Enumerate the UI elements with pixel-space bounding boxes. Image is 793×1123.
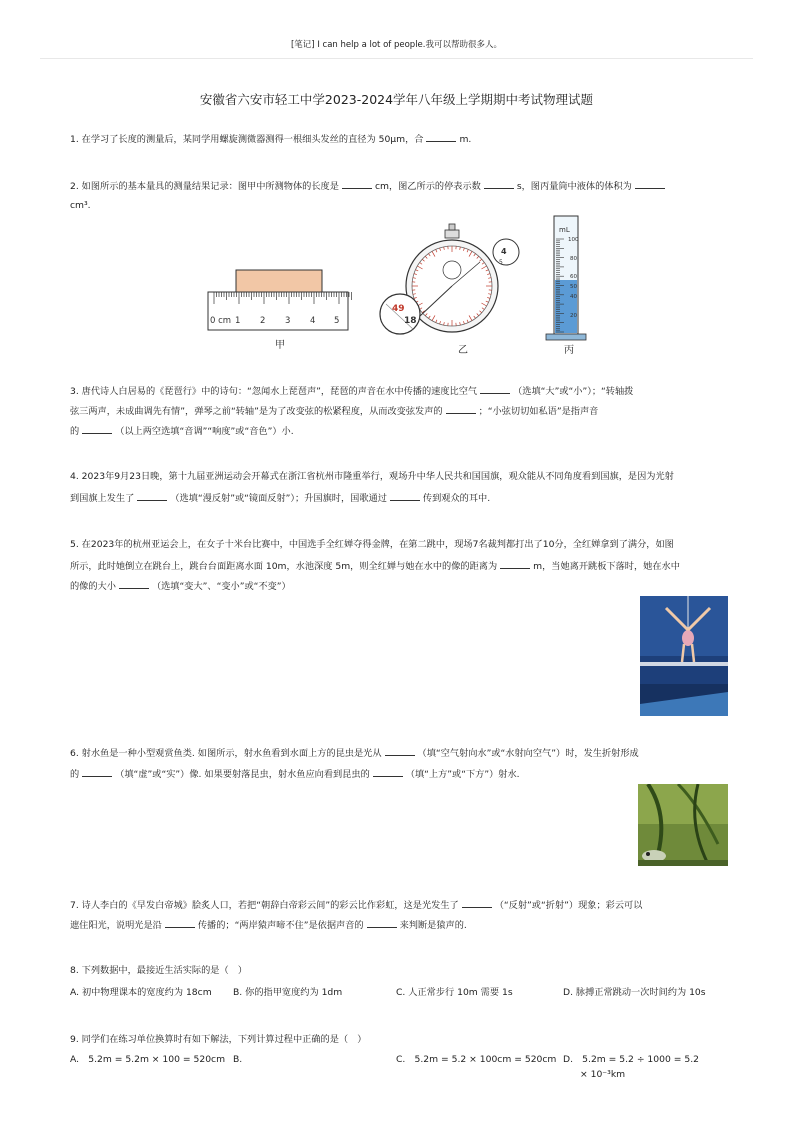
page-header: [笔记] I can help a lot of people.我可以帮助很多人。 — [290, 40, 502, 50]
magnifier-label-18: 18 — [404, 316, 417, 326]
question-6-line2: 的 （填“虚”或“实”）像. 如果要射落昆虫，射水鱼应向看到昆虫的 （填“上方”或“下方”）射水. — [70, 769, 520, 780]
question-4: 4. 2023年9月23日晚，第十九届亚洲运动会开幕式在浙江省杭州市隆重举行，观场升中华人民共和国国旗，观众能从不同角度看到国旗，是因为光射 — [70, 471, 674, 482]
question-7-line2: 遮住阳光，说明光是沿 传播的；“两岸猿声啼不住”是依据声音的 来判断是猿声的. — [70, 920, 467, 931]
answer-blank[interactable] — [480, 384, 510, 394]
q8-option-d[interactable]: D. 脉搏正常跳动一次时间约为 10s — [563, 987, 706, 998]
cylinder-base — [546, 334, 586, 340]
cylinder-tick-50: 50 — [570, 284, 577, 290]
cylinder-tick-60: 60 — [570, 274, 577, 280]
magnifier-label-5: 5 — [499, 259, 503, 266]
stopwatch-figure — [380, 224, 519, 334]
archerfish-photo — [638, 784, 728, 866]
answer-blank[interactable] — [426, 132, 456, 142]
answer-blank[interactable] — [82, 424, 112, 434]
question-5: 5. 在2023年的杭州亚运会上，在女子十米台比赛中，中国选手全红婵夺得金牌，在第二跳中，现场7名裁判都打出了10分，全红婵拿到了满分，如图 — [70, 539, 674, 550]
q8-option-a[interactable]: A. 初中物理课本的宽度约为 18cm — [70, 987, 212, 998]
q9-option-d[interactable]: D. 5.2m = 5.2 ÷ 1000 = 5.2 — [563, 1054, 699, 1065]
question-4-line2: 到国旗上发生了 （选填“漫反射”或“镜面反射”）；升国旗时，国歌通过 传到观众的耳中. — [70, 493, 491, 504]
answer-blank[interactable] — [385, 746, 415, 756]
answer-blank[interactable] — [390, 491, 420, 501]
question-9: 9. 同学们在练习单位换算时有如下解法，下列计算过程中正确的是（ ） — [70, 1034, 367, 1045]
answer-blank[interactable] — [342, 179, 372, 189]
ruler-label-0: 0 cm — [210, 316, 232, 326]
question-5-line3: 的像的大小 （选填“变大”、“变小”或“不变”） — [70, 581, 291, 592]
diver-photo — [640, 596, 728, 716]
answer-blank[interactable] — [82, 767, 112, 777]
caption-yi: 乙 — [458, 345, 468, 356]
cylinder-tick-40: 40 — [570, 294, 577, 300]
answer-blank[interactable] — [484, 179, 514, 189]
answer-blank[interactable] — [119, 579, 149, 589]
question-6: 6. 射水鱼是一种小型观赏鱼类. 如图所示，射水鱼看到水面上方的昆虫是光从 （填“空气射向水”或“水射向空气”）时，发生折射形成 — [70, 748, 639, 759]
q9-option-b[interactable]: B. — [233, 1054, 243, 1065]
answer-blank[interactable] — [500, 559, 530, 569]
q8-option-c[interactable]: C. 人正常步行 10m 需要 1s — [396, 987, 513, 998]
question-2-line2: cm³. — [70, 200, 91, 211]
answer-blank[interactable] — [462, 898, 492, 908]
magnifier-seconds — [380, 294, 420, 334]
question-5-line2: 所示，此时她倒立在跳台上，跳台台面距离水面 10m，水池深度 5m，则全红婵与她在水中的像的距离为 m，当她离开跳板下落时，她在水中 — [70, 561, 680, 572]
cylinder-tick-80: 80 — [570, 256, 577, 262]
question-2: 2. 如图所示的基本量具的测量结果记录：图甲中所测物体的长度是 cm，图乙所示的停表示数 s，图丙量筒中液体的体积为 — [70, 179, 668, 194]
question-7: 7. 诗人李白的《早发白帝城》脍炙人口，若把“朝辞白帝彩云间”的彩云比作彩虹，这是光发生了 （“反射”或“折射”）现象；彩云可以 — [70, 900, 643, 911]
page-title: 安徽省六安市轻工中学2023-2024学年八年级上学期期中考试物理试题 — [199, 92, 594, 107]
measured-block — [236, 270, 322, 292]
question-3: 3. 唐代诗人白居易的《琵琶行》中的诗句：“忽闻水上琵琶声”，琵琶的声音在水中传播的速度比空气 （选填“大”或“小”）；“转轴拨 — [70, 386, 634, 397]
answer-blank[interactable] — [373, 767, 403, 777]
cylinder-tick-100: 100 — [568, 237, 579, 243]
q8-option-b[interactable]: B. 你的指甲宽度约为 1dm — [233, 987, 343, 998]
answer-blank[interactable] — [446, 404, 476, 414]
q9-option-c[interactable]: C. 5.2m = 5.2 × 100cm = 520cm — [396, 1054, 557, 1065]
ruler-label-4: 4 — [310, 316, 316, 326]
caption-bing: 丙 — [564, 345, 574, 356]
cylinder-unit: mL — [559, 226, 570, 234]
caption-jia: 甲 — [275, 340, 285, 351]
answer-blank[interactable] — [367, 918, 397, 928]
ruler-label-2: 2 — [260, 316, 266, 326]
ruler-figure — [208, 270, 352, 330]
answer-blank[interactable] — [635, 179, 665, 189]
measurement-figure — [200, 212, 620, 357]
q9-option-a[interactable]: A. 5.2m = 5.2m × 100 = 520cm — [70, 1054, 226, 1065]
magnifier-label-4: 4 — [501, 247, 507, 256]
answer-blank[interactable] — [165, 918, 195, 928]
cylinder-tick-20: 20 — [570, 313, 577, 319]
minute-subdial — [443, 261, 461, 279]
question-8: 8. 下列数据中，最接近生活实际的是（ ） — [70, 965, 248, 976]
question-3-line3: 的 （以上两空选填“音调”“响度”或“音色”）小. — [70, 426, 294, 437]
q9-option-d-cont: × 10⁻³km — [580, 1069, 626, 1080]
question-3-line2: 弦三两声，未成曲调先有情”，弹琴之前“转轴”是为了改变弦的松紧程度，从而改变弦发声的 ；“小弦切切如私语”是指声音 — [70, 406, 599, 417]
ruler-label-3: 3 — [285, 316, 291, 326]
magnifier-label-49: 49 — [392, 304, 405, 314]
answer-blank[interactable] — [137, 491, 167, 501]
ruler-label-1: 1 — [235, 316, 241, 326]
question-1: 1. 在学习了长度的测量后，某同学用螺旋测微器测得一根细头发丝的直径为 50μm，合 m. — [70, 134, 472, 145]
header-divider — [40, 58, 753, 59]
ruler-label-5: 5 — [334, 316, 340, 326]
cylinder-figure — [546, 216, 586, 340]
